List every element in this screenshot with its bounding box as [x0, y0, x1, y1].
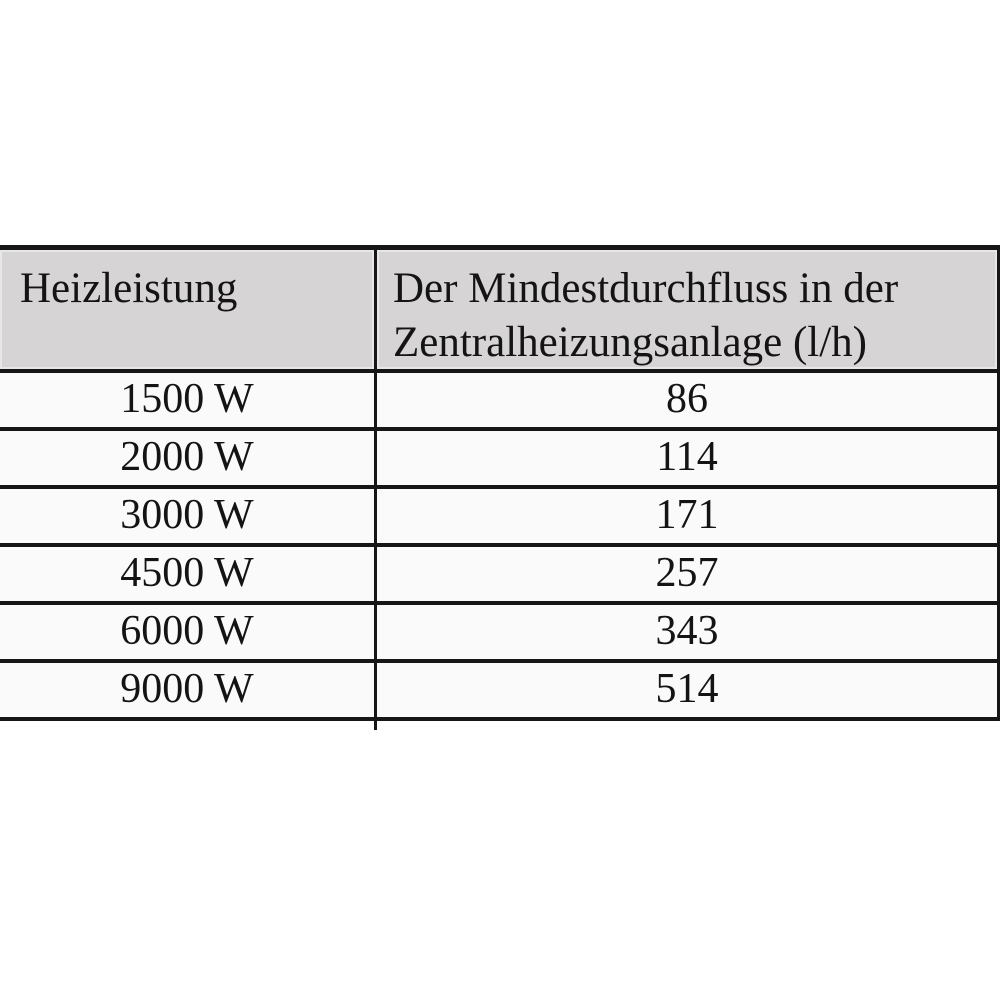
- table-row: [0, 547, 997, 605]
- table-row: [0, 605, 997, 663]
- power-cell: 4500 W: [0, 547, 377, 601]
- table-row: [0, 489, 997, 547]
- flow-cell: 257: [655, 550, 719, 596]
- power-cell: 1500 W: [0, 373, 377, 427]
- power-cell: 3000 W: [0, 489, 377, 543]
- table-row: [0, 663, 997, 721]
- table-row: [0, 431, 997, 489]
- power-cell: 2000 W: [0, 431, 377, 485]
- flow-cell: 114: [656, 434, 718, 480]
- flow-cell: 343: [655, 608, 719, 654]
- flow-cell: 514: [655, 666, 719, 712]
- flow-cell: 86: [666, 376, 708, 422]
- table-row: [0, 373, 997, 431]
- header-cell-heizleistung: Heizleistung: [0, 250, 377, 369]
- flow-cell: 171: [655, 492, 719, 538]
- power-cell: 6000 W: [0, 605, 377, 659]
- flow-rate-table: [0, 245, 1000, 721]
- header-cell-mindestdurchfluss: [377, 250, 997, 369]
- power-cell: 9000 W: [0, 663, 377, 717]
- column-divider-tail: [374, 721, 377, 730]
- header-mindestdurchfluss-line1: Der Mindestdurchfluss in der: [393, 265, 899, 312]
- table-header-row: [0, 250, 997, 373]
- header-mindestdurchfluss-line2: Zentralheizungsanlage (l/h): [393, 319, 867, 366]
